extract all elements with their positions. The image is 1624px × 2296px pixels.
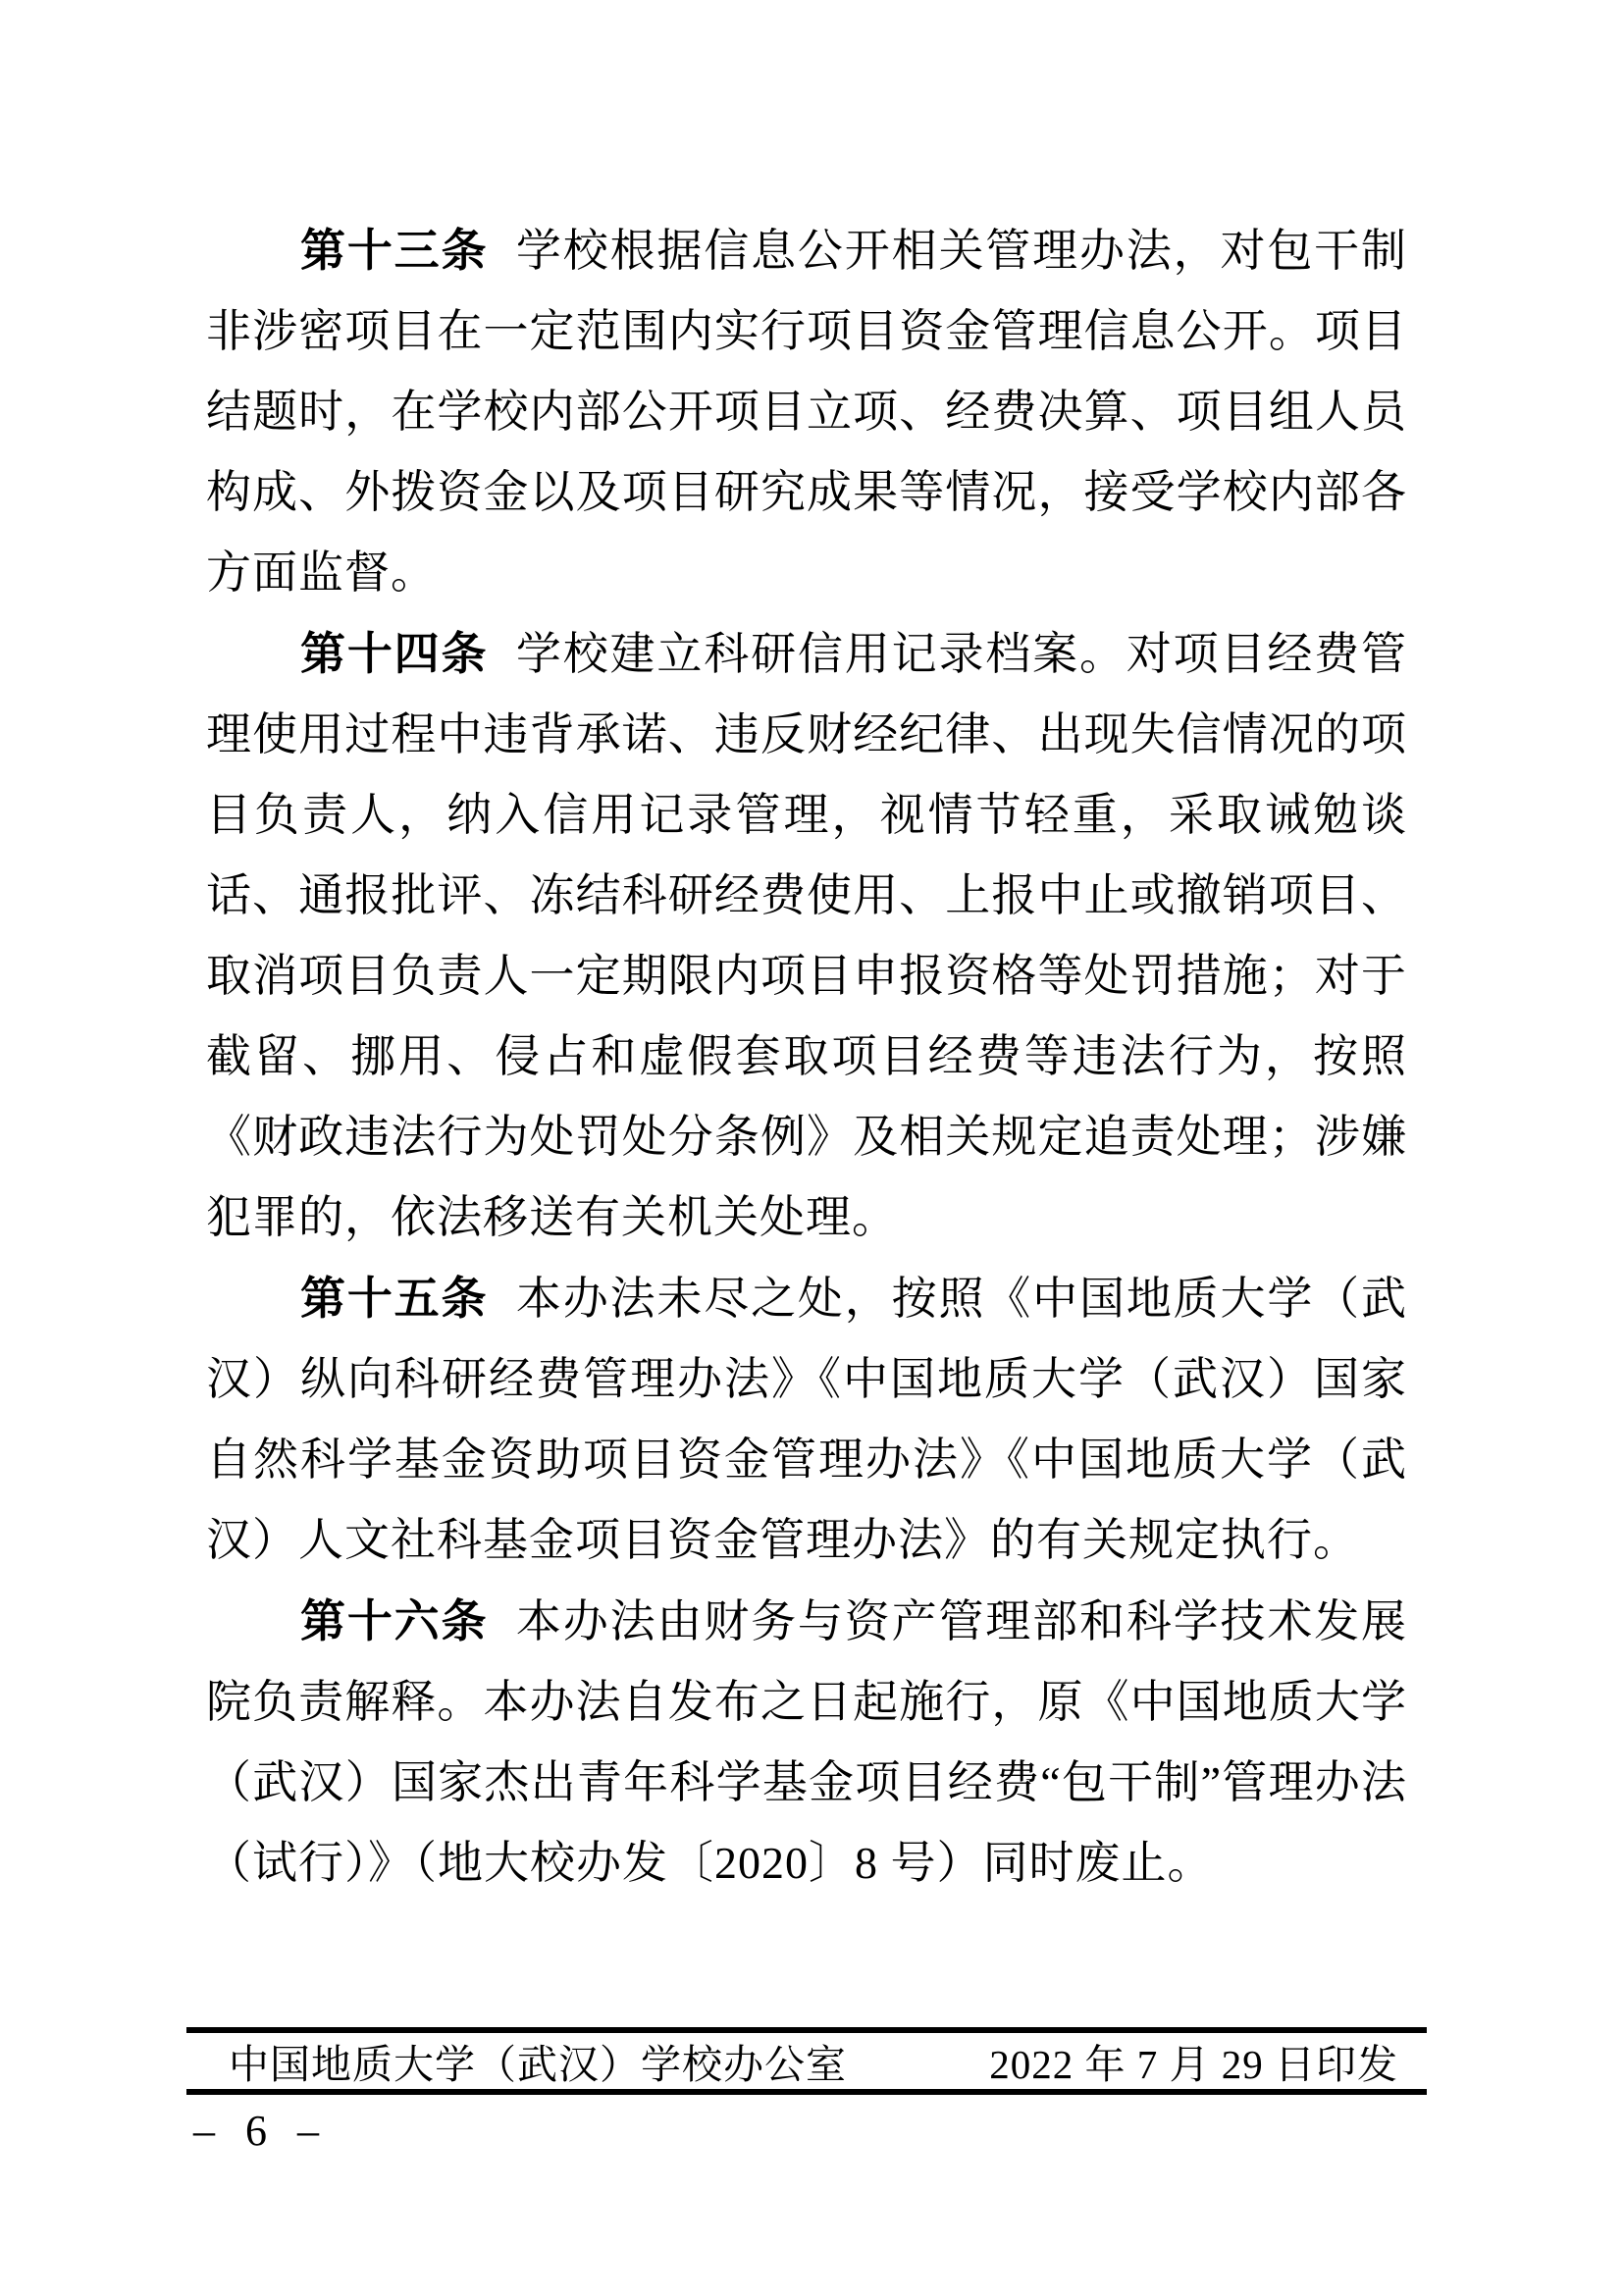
article-14-number: 第十四条 bbox=[300, 628, 489, 679]
print-date: 2022 年 7 月 29 日印发 bbox=[989, 2042, 1398, 2087]
article-13 bbox=[206, 210, 1407, 613]
article-15 bbox=[206, 1258, 1407, 1581]
article-15-text: 本办法未尽之处，按照《中国地质大学（武汉）纵向科研经费管理办法》《中国地质大学（武汉）国家自然科学基金资助项目资金管理办法》《中国地质大学（武汉）人文社科基金项目资金管理办法》的有关规定执行。 bbox=[206, 1274, 1408, 1565]
article-13-text: 学校根据信息公开相关管理办法，对包干制非涉密项目在一定范围内实行项目资金管理信息公开。项目结题时，在学校内部公开项目立项、经费决算、项目组人员构成、外拨资金以及项目研究成果等情况，接受学校内部各方面监督。 bbox=[206, 226, 1408, 598]
article-13-number: 第十三条 bbox=[300, 225, 489, 276]
article-14 bbox=[206, 613, 1407, 1258]
article-16-text: 本办法由财务与资产管理部和科学技术发展院负责解释。本办法自发布之日起施行，原《中国地质大学（武汉）国家杰出青年科学基金项目经费“包干制”管理办法（试行）》（地大校办发〔2020〕8 号）同时废止。 bbox=[206, 1596, 1408, 1888]
article-14-text: 学校建立科研信用记录档案。对项目经费管理使用过程中违背承诺、违反财经纪律、出现失信情况的项目负责人，纳入信用记录管理，视情节轻重，采取诫勉谈话、通报批评、冻结科研经费使用、上报中止或撤销项目、取消项目负责人一定期限内项目申报资格等处罚措施；对于截留、挪用、侵占和虚假套取项目经费等违法行为，按照《财政违法行为处罚处分条例》及相关规定追责处理；涉嫌犯罪的，依法移送有关机关处理。 bbox=[206, 629, 1408, 1242]
page-number: – 6 – bbox=[193, 2107, 329, 2155]
issuing-office: 中国地质大学（武汉）学校办公室 bbox=[229, 2042, 847, 2087]
article-15-number: 第十五条 bbox=[300, 1273, 489, 1324]
article-16-number: 第十六条 bbox=[300, 1595, 489, 1646]
colophon-bar bbox=[186, 2027, 1427, 2095]
document-body bbox=[206, 210, 1407, 1904]
article-16 bbox=[206, 1581, 1407, 1904]
